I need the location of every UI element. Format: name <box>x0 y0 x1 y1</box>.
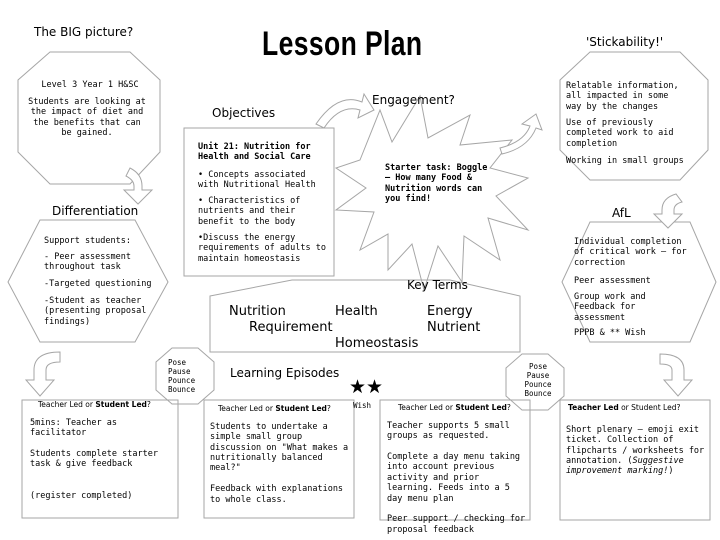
objective-item-3: •Discuss the energy requirements of adults to maintain homeostasis <box>198 233 326 264</box>
curved-arrow-stickability <box>500 114 542 154</box>
differentiation-item-4: -Student as teacher (presenting proposal findings) <box>44 296 147 327</box>
episode-4-led: Teacher Led or Student Led? <box>568 403 681 412</box>
course-label: Level 3 Year 1 H&SC <box>41 80 139 90</box>
key-term-requirement: Requirement <box>249 320 333 335</box>
objective-item-1: • Concepts associated with Nutritional Health <box>198 170 316 191</box>
key-term-nutrient: Nutrient <box>427 320 481 335</box>
key-terms-heading: Key Terms <box>407 278 468 292</box>
episode-1-body: 5mins: Teacher as facilitator Students complete starter task & give feedback (register completed) <box>30 418 158 501</box>
ppp-right: Pose Pause Pounce Bounce <box>524 362 552 399</box>
key-term-health: Health <box>335 304 378 319</box>
stickability-item-3: Working in small groups <box>566 156 684 166</box>
unit-title: Unit 21: Nutrition for Health and Social Care <box>198 142 311 163</box>
curved-arrow-lower-left <box>26 352 60 396</box>
afl-item-4: PPPB & ** Wish <box>574 328 646 338</box>
objective-item-2: • Characteristics of nutrients and their benefit to the body <box>198 196 301 227</box>
differentiation-item-3: -Targeted questioning <box>44 279 152 289</box>
engagement-heading: Engagement? <box>372 93 455 107</box>
page-title: Lesson Plan <box>262 25 423 63</box>
objectives-heading: Objectives <box>212 106 276 120</box>
differentiation-item-2: - Peer assessment throughout task <box>44 252 131 273</box>
episode-3-body: Teacher supports 5 small groups as requested. Complete a day menu taking into account previous activity and prior learning. Feeds into a 5 day menu plan Peer support / checking for proposal feedback <box>387 421 526 535</box>
episode-3-led: Teacher Led or Student Led? <box>398 403 511 412</box>
episode-2-body: Students to undertake a simple small group discussion on "What makes a nutritionally balanced meal?" Feedback with explanations to whole class. <box>210 422 349 505</box>
differentiation-item-1: Support students: <box>44 236 131 246</box>
episode-2-led: Teacher Led or Student Led? <box>218 404 331 413</box>
key-term-energy: Energy <box>427 304 473 319</box>
starter-task: Starter task: Boggle – How many Food & Nutrition words can you find! <box>385 163 488 205</box>
stars-icon: ★★ <box>349 376 384 398</box>
key-term-nutrition: Nutrition <box>229 304 286 319</box>
ppp-left: Pose Pause Pounce Bounce <box>168 358 196 395</box>
stickability-heading: 'Stickability!' <box>586 35 664 49</box>
key-term-homeostasis: Homeostasis <box>335 336 419 351</box>
afl-heading: AfL <box>612 206 631 220</box>
episode-1-led: Teacher Led or Student Led? <box>38 400 151 409</box>
curved-arrow-right <box>654 194 682 228</box>
afl-item-3: Group work and Feedback for assessment <box>574 292 646 323</box>
stickability-item-2: Use of previously completed work to aid completion <box>566 118 674 149</box>
learning-episodes-heading: Learning Episodes <box>230 366 340 380</box>
big-picture-heading: The BIG picture? <box>34 25 134 39</box>
afl-item-1: Individual completion of critical work – for correction <box>574 237 687 268</box>
big-picture-text: Students are looking at the impact of diet and the benefits that can be gained. <box>28 97 146 139</box>
stickability-item-1: Relatable information, all impacted in some way by the changes <box>566 81 679 112</box>
afl-item-2: Peer assessment <box>574 276 651 286</box>
curved-arrow-lower-right <box>660 354 692 396</box>
wish-label: Wish <box>353 401 372 410</box>
episode-4-body: Short plenary – emoji exit ticket. Collection of flipcharts / worksheets for annotation. (Suggestive improvement marking!) <box>566 425 705 477</box>
curved-arrow-engagement <box>316 94 374 128</box>
curved-arrow-left <box>124 168 152 204</box>
differentiation-heading: Differentiation <box>52 204 139 218</box>
